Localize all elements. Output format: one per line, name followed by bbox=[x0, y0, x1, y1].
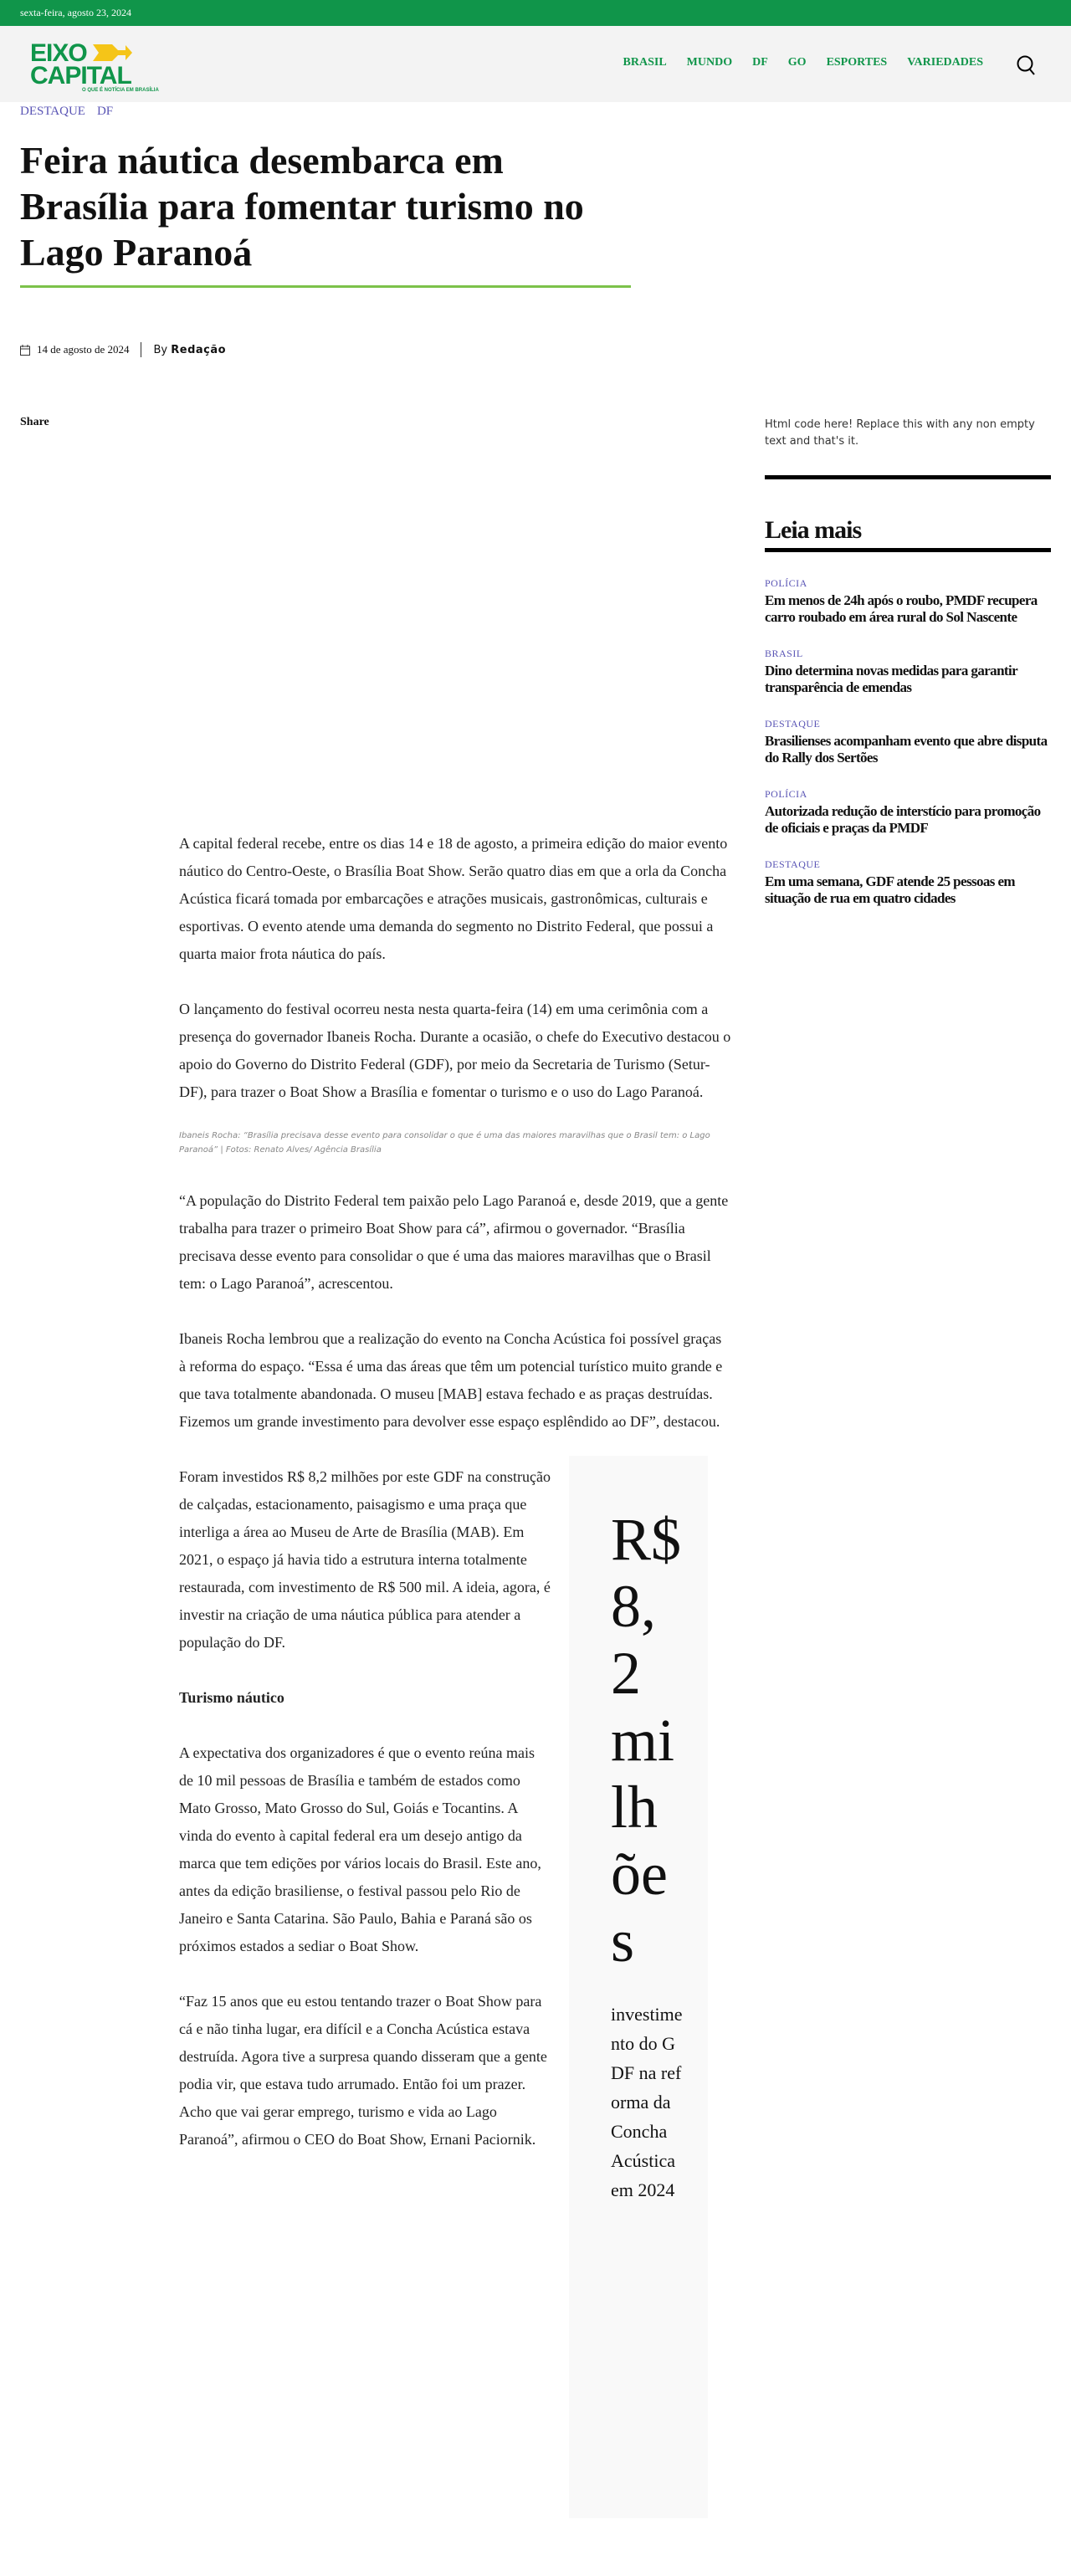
nav-esportes[interactable]: ESPORTES bbox=[826, 56, 888, 69]
nav-go[interactable]: GO bbox=[787, 56, 807, 69]
paragraph: O lançamento do festival ocorreu nesta nesta quarta-feira (14) em uma cerimônia com a presença do governador Ibaneis Rocha. Durante a ocasião, o chefe do Executivo destacou o apoio do Governo do Distrito Federal (GDF), por meio da Secretaria de Turismo (Setur-DF), para trazer o Boat Show a Brasília e fomentar o turismo e o uso do Lago Paranoá. bbox=[179, 1001, 731, 1100]
item-title[interactable]: Autorizada redução de interstício para promoção de oficiais e praças da PMDF bbox=[765, 803, 1041, 836]
page-title: Feira náutica desembarca em Brasília para fomentar turismo no Lago Paranoá bbox=[20, 139, 584, 274]
sidebar-html-block: Html code here! Replace this with any non empty text and that's it. bbox=[765, 418, 1035, 448]
paragraph: “A população do Distrito Federal tem paixão pelo Lago Paranoá e, desde 2019, que a gente trabalha para trazer o primeiro Boat Show para cá”, afirmou o governador. “Brasília precisava desse evento para consolidar o que é uma das maiores maravilhas que o Brasil tem: o Lago Paranoá”, acrescentou. bbox=[179, 1192, 729, 1292]
list-item bbox=[765, 858, 1051, 907]
site-logo[interactable] bbox=[30, 38, 168, 92]
paragraph: Foram investidos R$ 8,2 milhões por este GDF na construção de calçadas, estacionamento, paisagismo e uma praça que interliga a área ao Museu de Arte de Brasília (MAB). Em 2021, o espaço já havia tido a estrutura interna totalmente restaurada, com investimento de R$ 500 mil. A ideia, agora, é investir na criação de uma náutica pública para atender a população do DF. bbox=[179, 1468, 551, 1651]
paragraph: A expectativa dos organizadores é que o evento reúna mais de 10 mil pessoas de Brasília e também de estados como Mato Grosso, Mato Grosso do Sul, Goiás e Tocantins. A vinda do evento à capital federal era um desejo antigo da marca que tem edições por vários locais do Brasil. Este ano, antes da edição brasiliense, o festival passou pelo Rio de Janeiro e Santa Catarina. São Paulo, Bahia e Paraná são os próximos estados a sediar o Boat Show. bbox=[179, 1744, 541, 1954]
nav-brasil[interactable]: BRASIL bbox=[623, 56, 667, 69]
search-icon[interactable] bbox=[1016, 54, 1036, 76]
svg-text:CAPITAL: CAPITAL bbox=[30, 62, 131, 90]
item-category[interactable]: POLÍCIA bbox=[765, 788, 807, 800]
nav-variedades[interactable]: VARIEDADES bbox=[907, 56, 983, 69]
site-header bbox=[0, 26, 1071, 102]
main-nav bbox=[623, 56, 983, 69]
pull-quote-value: R$ 8,2 milhões bbox=[611, 1506, 682, 1974]
pull-quote-box bbox=[569, 1456, 708, 2518]
sidebar-heading-underline bbox=[765, 548, 1051, 552]
author-link[interactable]: Redação bbox=[171, 343, 227, 356]
sidebar-heading: Leia mais bbox=[765, 516, 862, 544]
sidebar-divider bbox=[765, 475, 1051, 479]
item-title[interactable]: Em uma semana, GDF atende 25 pessoas em situação de rua em quatro cidades bbox=[765, 873, 1015, 906]
item-title[interactable]: Brasilienses acompanham evento que abre disputa do Rally dos Sertões bbox=[765, 733, 1048, 766]
top-bar bbox=[0, 0, 1071, 26]
nav-df[interactable]: DF bbox=[752, 56, 768, 69]
by-label: By bbox=[153, 343, 168, 356]
pull-quote-text: investimento do GDF na reforma da Concha Acústica em 2024 bbox=[611, 2004, 683, 2200]
item-category[interactable]: DESTAQUE bbox=[765, 858, 821, 870]
image-caption: Ibaneis Rocha: “Brasília precisava desse evento para consolidar o que é uma das maiores maravilhas que o Brasil tem: o Lago Paranoá” | Fotos: Renato Alves/ Agência Brasília bbox=[179, 1131, 710, 1155]
paragraph: Ibaneis Rocha lembrou que a realização do evento na Concha Acústica foi possível graças à reforma do espaço. “Essa é uma das áreas que têm um potencial turístico muito grande e que tava totalmente abandonada. O museu [MAB] estava fechado e as praças destruídas. Fizemos um grande investimento para devolver esse espaço esplêndido ao DF”, destacou. bbox=[179, 1330, 723, 1430]
item-category[interactable]: BRASIL bbox=[765, 648, 803, 659]
list-item bbox=[765, 788, 1051, 837]
category-destaque[interactable]: DESTAQUE bbox=[20, 105, 85, 118]
current-date: sexta-feira, agosto 23, 2024 bbox=[20, 7, 131, 18]
item-category[interactable]: DESTAQUE bbox=[765, 718, 821, 730]
paragraph: “Faz 15 anos que eu estou tentando trazer o Boat Show para cá e não tinha lugar, era difícil e a Concha Acústica estava destruída. Agora tive a surpresa quando disseram que a gente podia vir, que estava tudo arrumado. Então foi um prazer. Acho que vai gerar emprego, turismo e vida ao Lago Paranoá”, afirmou o CEO do Boat Show, Ernani Paciornik. bbox=[179, 1993, 547, 2148]
nav-mundo[interactable]: MUNDO bbox=[686, 56, 733, 69]
svg-text:EIXO: EIXO bbox=[30, 39, 87, 67]
title-divider bbox=[20, 285, 631, 288]
item-title[interactable]: Dino determina novas medidas para garantir transparência de emendas bbox=[765, 663, 1017, 695]
subheading: Turismo náutico bbox=[179, 1689, 284, 1706]
post-meta bbox=[20, 342, 226, 357]
svg-text:O QUE É NOTÍCIA EM BRASÍLIA: O QUE É NOTÍCIA EM BRASÍLIA bbox=[82, 88, 159, 92]
item-category[interactable]: POLÍCIA bbox=[765, 577, 807, 589]
list-item bbox=[765, 648, 1051, 696]
list-item bbox=[765, 577, 1051, 626]
paragraph: A capital federal recebe, entre os dias 14 e 18 de agosto, a primeira edição do maior evento náutico do Centro-Oeste, o Brasília Boat Show. Serão quatro dias em que a orla da Concha Acústica ficará tomada por embarcações e atrações musicais, gastronômicas, culturais e esportivas. O evento atende uma demanda do segmento no Distrito Federal, que possui a quarta maior frota náutica do país. bbox=[179, 835, 728, 962]
post-date: 14 de agosto de 2024 bbox=[37, 343, 130, 356]
calendar-icon bbox=[20, 345, 30, 356]
item-title[interactable]: Em menos de 24h após o roubo, PMDF recupera carro roubado em área rural do Sol Nascente bbox=[765, 592, 1038, 625]
list-item bbox=[765, 718, 1051, 766]
category-df[interactable]: DF bbox=[96, 105, 114, 118]
post-categories bbox=[20, 105, 113, 119]
sidebar bbox=[765, 417, 1051, 907]
share-label: Share bbox=[20, 416, 49, 428]
